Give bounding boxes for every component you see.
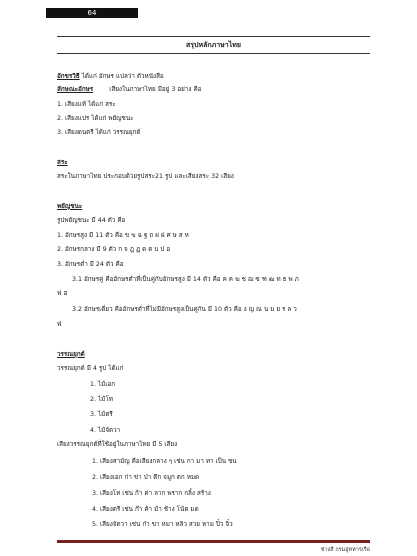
sara-text: สระในภาษาไทย ประกอบด้วยรูปสระ21 รูป และเสียงสระ 32 เสียง (57, 173, 234, 180)
sara-heading: สระ (57, 159, 68, 166)
list-item: 1. อักษรสูง มี 11 ตัว คือ ข ฃ ฉ ฐ ถ ผ ฝ ศ ษ ส ห (57, 232, 189, 239)
sounds-intro: เสียงวรรณยุกต์ที่ใช้อยู่ในภาษาไทย มี 5 เสียง (57, 441, 178, 448)
list-item: 5. เสียงจัตวา เช่น ก๋า ขา หมา หลิว สวย หาม ปิ๋ว จิ๋ว (92, 521, 233, 528)
lakshana-heading: ลักษณะอักษร (57, 86, 94, 93)
list-item: 4. เสียงตรี เช่น ก๊า ค้า ม้า ช้าง โน้ต มด (92, 506, 199, 513)
wannayuk-heading: วรรณยุกต์ (57, 351, 85, 358)
list-item: 2. ไม้โท (90, 396, 113, 403)
akson-definition: ได้แก่ อักษร แปลว่า ตัวหนังสือ (81, 73, 164, 80)
list-item: 3. เสียงโท เช่น ก้า ค่า ลาก พราก กลิ้ง สร้าง (92, 490, 211, 497)
sub-list-item-continuation: ฟ ฮ (57, 290, 68, 297)
list-item: 3. อักษรต่ำ มี 24 ตัว คือ (57, 261, 124, 268)
wannayuk-intro: วรรณยุกต์ มี 4 รูป ได้แก่ (57, 365, 124, 372)
list-item: 2. อักษรกลาง มี 9 ตัว ก จ ฎ ฏ ด ต บ ป อ (57, 246, 171, 253)
phayanchana-heading: พยัญชนะ (57, 203, 83, 210)
list-item: 1. ไม้เอก (90, 381, 116, 388)
list-item: 4. ไม้จัตวา (90, 427, 121, 434)
list-item: 1. เสียงแท้ ได้แก่ สระ (57, 101, 116, 108)
title-top-rule (57, 36, 370, 37)
sub-list-item: 3.1 อักษรคู่ คืออักษรต่ำที่เป็นคู่กับอักษรสูง มี 14 ตัว คือ ค ฅ ฆ ช ฌ ซ ฑ ฒ ท ธ พ ภ (72, 276, 299, 283)
lakshana-text: เสียงในภาษาไทย มีอยู่ 3 อย่าง คือ (109, 86, 202, 93)
page-number: 64 (46, 8, 138, 18)
sub-list-item: 3.2 อักษรเดี่ยว คืออักษรต่ำที่ไม่มีอักษรสูงเป็นคู่กัน มี 10 ตัว คือ ง ญ ณ น ม ย ร ล ว (72, 306, 297, 313)
list-item: 3. ไม้ตรี (90, 411, 113, 418)
sub-list-item-continuation: ฬ (57, 321, 62, 328)
footer-bar (57, 540, 370, 543)
phayanchana-intro: รูปพยัญชนะ มี 44 ตัว คือ (57, 217, 126, 224)
footer-text: ช่างสี กรมอู่ทหารเรือ (320, 547, 370, 553)
list-item: 2. เสียงแปร ได้แก่ พยัญชนะ (57, 115, 134, 122)
akson-line (57, 72, 377, 81)
list-item: 1. เสียงสามัญ คือเสียงกลาง ๆ เช่น กา มา ทา เป็น ชน (92, 458, 237, 465)
akson-heading: อักขรวิธี (57, 73, 80, 80)
list-item: 2. เสียงเอก ก่า ข่า ป่า ตึก จมูก ตก หมด (92, 474, 200, 481)
title-bottom-rule (57, 53, 370, 54)
list-item: 3. เสียงดนตรี ได้แก่ วรรณยุกต์ (57, 129, 141, 136)
page-title: สรุปหลักภาษาไทย (186, 41, 241, 49)
lakshana-line (57, 85, 377, 94)
